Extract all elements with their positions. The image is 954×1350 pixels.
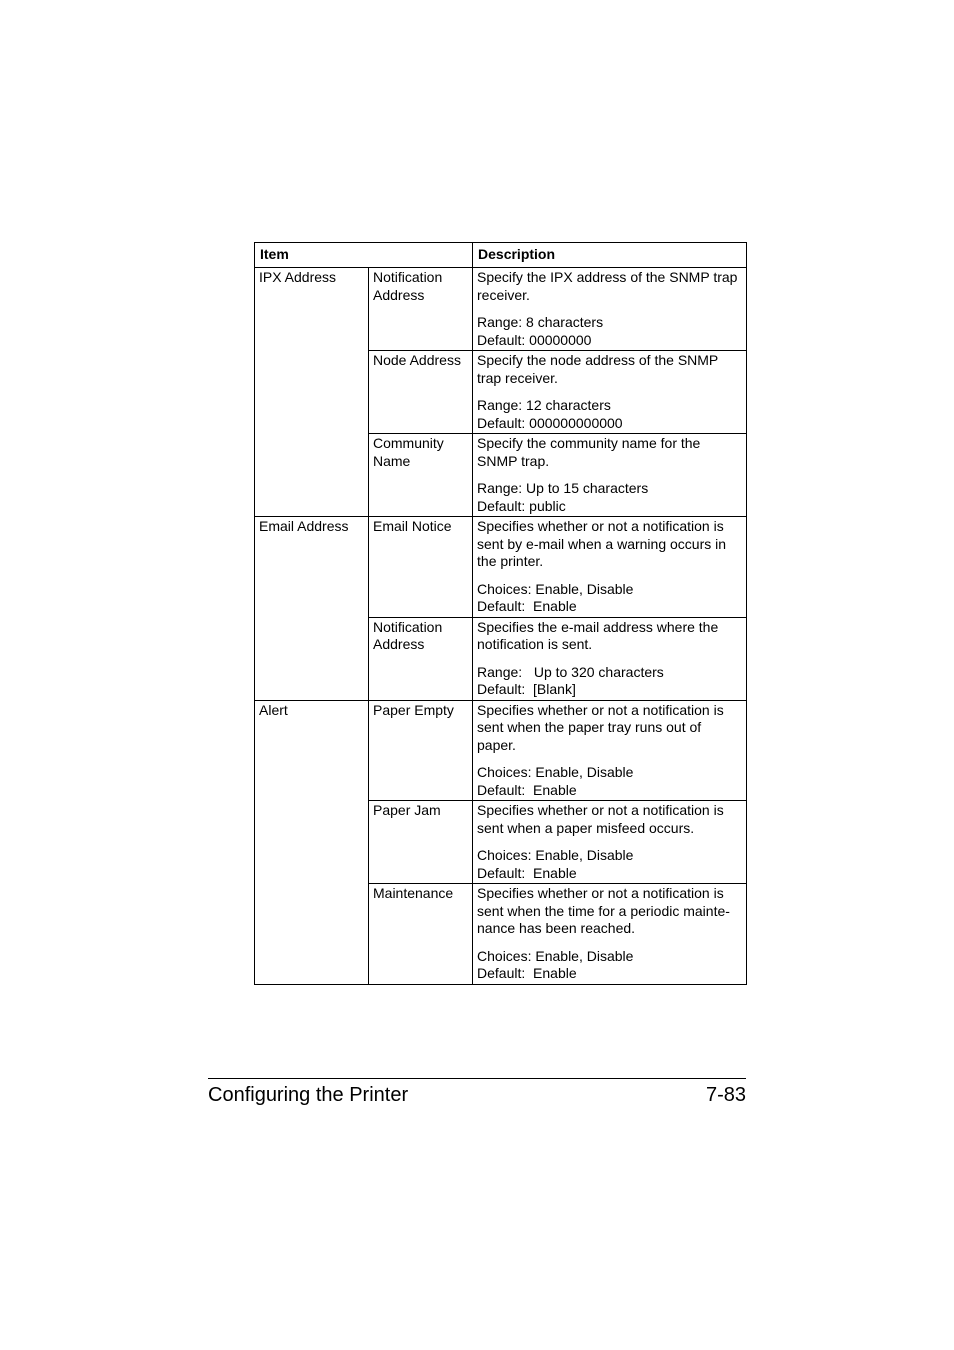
details-line: Default: Enable: [477, 965, 577, 981]
subitem-line: Notification: [373, 618, 443, 635]
description-line: Specifies whether or not a notification is: [477, 701, 724, 718]
description-cell: [473, 517, 747, 618]
subitem-line: Address: [373, 636, 425, 652]
header-item: Item: [255, 243, 473, 268]
description-cell: [473, 351, 747, 434]
details-text: [477, 948, 743, 983]
description-text: [477, 269, 743, 304]
subitem-line: Community: [373, 435, 444, 451]
details-line: Choices: Enable, Disable: [477, 580, 634, 597]
description-line: Specifies the e-mail address where the: [477, 618, 719, 635]
details-text: [477, 664, 743, 699]
details-line: Range: 8 characters: [477, 314, 604, 330]
subitem-line: Paper Jam: [373, 802, 441, 818]
subitem-cell: [369, 801, 473, 884]
subitem-line: Node Address: [373, 352, 461, 368]
details-line: Default: 00000000: [477, 331, 592, 348]
settings-table: [254, 242, 747, 985]
subitem-line: Address: [373, 286, 425, 303]
subitem-line: Notification: [373, 269, 443, 285]
description-line: Specify the node address of the SNMP: [477, 352, 719, 368]
details-line: Range: 12 characters: [477, 397, 611, 413]
description-cell: [473, 801, 747, 884]
details-text: [477, 581, 743, 616]
details-text: [477, 480, 743, 515]
description-line: sent by e-mail when a warning occurs in: [477, 535, 727, 552]
subitem-cell: [369, 617, 473, 700]
description-line: receiver.: [477, 286, 530, 303]
description-line: paper.: [477, 736, 516, 753]
description-line: SNMP trap.: [477, 452, 550, 469]
item-cell: Email Address: [255, 517, 369, 701]
table-row: [255, 268, 747, 351]
description-text: [477, 619, 743, 654]
table-row: [255, 700, 747, 801]
details-line: Default: [Blank]: [477, 681, 576, 697]
description-cell: [473, 617, 747, 700]
footer-page-number: 7-83: [705, 1084, 746, 1106]
subitem-cell: [369, 434, 473, 517]
description-text: [477, 885, 743, 938]
details-line: Default: Enable: [477, 864, 577, 881]
description-line: Specify the community name for the: [477, 435, 701, 451]
subitem-line: Maintenance: [373, 885, 454, 901]
description-cell: [473, 268, 747, 351]
details-text: [477, 314, 743, 349]
description-line: trap receiver.: [477, 369, 558, 386]
item-cell: Alert: [255, 700, 369, 984]
details-line: Choices: Enable, Disable: [477, 947, 634, 964]
description-line: the printer.: [477, 553, 544, 569]
details-line: Default: Enable: [477, 598, 577, 614]
subitem-line: Email Notice: [373, 518, 452, 534]
subitem-cell: [369, 517, 473, 618]
footer-rule: [208, 1078, 746, 1079]
subitem-cell: [369, 700, 473, 801]
description-cell: [473, 434, 747, 517]
description-line: Specifies whether or not a notification is: [477, 802, 724, 818]
description-text: [477, 702, 743, 755]
description-cell: [473, 884, 747, 985]
subitem-cell: [369, 351, 473, 434]
description-line: Specifies whether or not a notification is: [477, 518, 724, 534]
details-line: Default: Enable: [477, 781, 577, 798]
table-header-row: [255, 243, 747, 268]
description-line: sent when the time for a periodic mainte-: [477, 902, 730, 919]
item-cell: IPX Address: [255, 268, 369, 517]
subitem-line: Paper Empty: [373, 701, 454, 718]
subitem-line: Name: [373, 452, 411, 469]
description-line: Specify the IPX address of the SNMP trap: [477, 269, 738, 285]
subitem-cell: [369, 884, 473, 985]
details-text: [477, 847, 743, 882]
header-description: Description: [473, 243, 747, 268]
details-line: Default: 000000000000: [477, 414, 623, 431]
description-line: Specifies whether or not a notification is: [477, 885, 724, 901]
footer-section-title: Configuring the Printer: [208, 1084, 409, 1106]
description-text: [477, 352, 743, 387]
description-line: sent when the paper tray runs out of: [477, 719, 702, 735]
details-line: Choices: Enable, Disable: [477, 847, 634, 863]
table-row: [255, 517, 747, 618]
description-text: [477, 518, 743, 571]
details-line: Choices: Enable, Disable: [477, 764, 634, 780]
description-cell: [473, 700, 747, 801]
description-text: [477, 802, 743, 837]
details-line: Default: public: [477, 497, 566, 514]
details-text: [477, 397, 743, 432]
description-line: sent when a paper misfeed occurs.: [477, 819, 695, 836]
details-line: Range: Up to 320 characters: [477, 663, 664, 680]
details-text: [477, 764, 743, 799]
description-line: nance has been reached.: [477, 920, 636, 936]
description-line: notification is sent.: [477, 636, 593, 652]
subitem-cell: [369, 268, 473, 351]
details-line: Range: Up to 15 characters: [477, 480, 649, 496]
description-text: [477, 435, 743, 470]
